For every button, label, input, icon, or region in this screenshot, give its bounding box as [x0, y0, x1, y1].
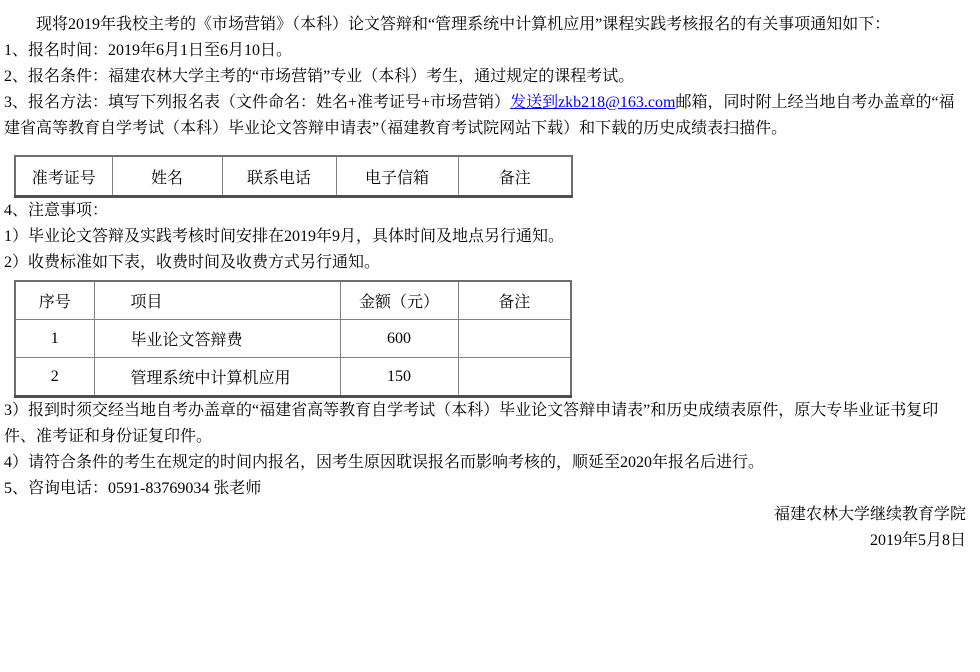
note-deadline: 4）请符合条件的考生在规定的时间内报名，因考生原因耽误报名而影响考核的，顺延至2020年报名后进行。: [4, 454, 765, 471]
method-text-before-link: 3、报名方法：填写下列报名表（文件命名：姓名+准考证号+市场营销）: [4, 94, 511, 111]
fee-table-header-row: [15, 281, 571, 320]
email-link[interactable]: 发送到zkb218@163.com: [510, 94, 676, 111]
note-fees: 2）收费标准如下表，收费时间及收费方式另行通知。: [4, 254, 381, 271]
fee-table: [14, 280, 572, 398]
fee-table-row: [15, 358, 571, 397]
item-registration-time: 1、报名时间：2019年6月1日至6月10日。: [4, 42, 293, 59]
footer-signature: 福建农林大学继续教育学院: [773, 506, 966, 523]
cell-amount: 600: [340, 320, 458, 358]
header-seq: 序号: [15, 281, 94, 320]
header-remark: 备注: [458, 156, 572, 197]
header-email: 电子信箱: [336, 156, 458, 197]
registration-table: [14, 155, 573, 198]
header-item: 项目: [94, 281, 340, 320]
item-registration-method: [4, 90, 966, 142]
cell-item: 管理系统中计算机应用: [94, 358, 340, 397]
item-notes-title: 4、注意事项：: [4, 202, 109, 219]
cell-item: 毕业论文答辩费: [94, 320, 340, 358]
cell-amount: 150: [340, 358, 458, 397]
footer-date: 2019年5月8日: [869, 532, 966, 549]
cell-remark: [458, 358, 571, 397]
intro-paragraph: 现将2019年我校主考的《市场营销》（本科）论文答辩和“管理系统中计算机应用”课程实践考核报名的有关事项通知如下：: [36, 16, 891, 33]
method-text-after-link: 邮箱，同时附上经当地自考办盖章的“福建省高等教育自学考试（本科）毕业论文答辩申请表”（福建教育考试院网站下载）和下载的历史成绩表扫描件。: [4, 94, 955, 137]
header-amount: 金额（元）: [340, 281, 458, 320]
cell-seq: 2: [15, 358, 94, 397]
note-documents: 3）报到时须交经当地自考办盖章的“福建省高等教育自学考试（本科）毕业论文答辩申请表”和历史成绩表原件，原大专毕业证书复印件、准考证和身份证复印件。: [4, 402, 939, 445]
note-schedule: 1）毕业论文答辩及实践考核时间安排在2019年9月，具体时间及地点另行通知。: [4, 228, 565, 245]
header-remark2: 备注: [458, 281, 571, 320]
header-name: 姓名: [112, 156, 222, 197]
fee-table-row: [15, 320, 571, 358]
header-exam-id: 准考证号: [15, 156, 112, 197]
item-contact-phone: 5、咨询电话：0591-83769034 张老师: [4, 480, 262, 497]
cell-seq: 1: [15, 320, 94, 358]
cell-remark: [458, 320, 571, 358]
header-phone: 联系电话: [222, 156, 336, 197]
item-registration-condition: 2、报名条件：福建农林大学主考的“市场营销”专业（本科）考生，通过规定的课程考试。: [4, 68, 635, 85]
registration-table-header-row: [15, 156, 572, 197]
